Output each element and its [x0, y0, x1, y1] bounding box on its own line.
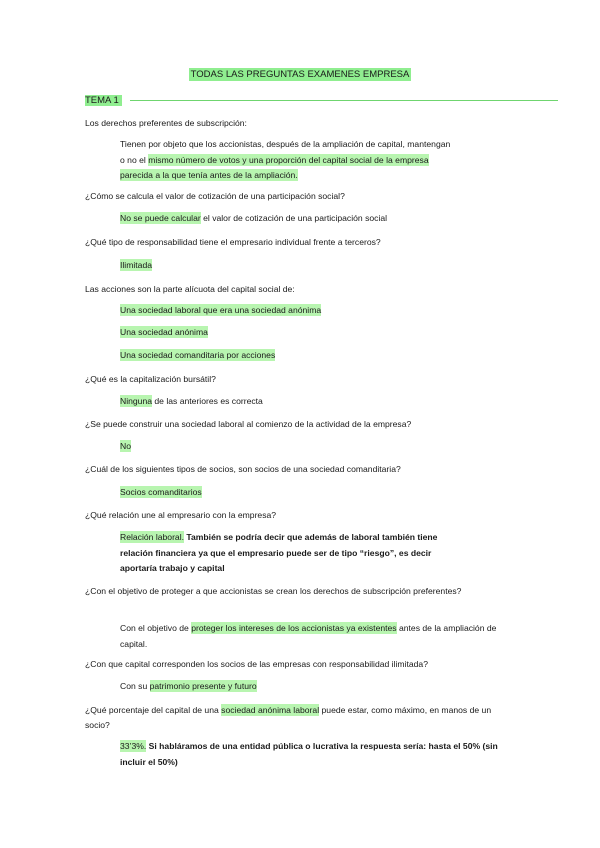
answer-4-option-2-text: Una sociedad anónima — [120, 327, 208, 337]
answer-9-pre: Con el objetivo de — [120, 623, 192, 633]
answer-5-highlight: Ninguna — [120, 396, 153, 406]
answer-9-post: antes de la ampliación de capital. — [120, 623, 497, 649]
question-3: ¿Qué tipo de responsabilidad tiene el empresario individual frente a terceros? — [85, 237, 381, 247]
question-7: ¿Cuál de los siguientes tipos de socios, son socios de una sociedad comanditaria? — [85, 464, 401, 474]
answer-1-line-1: Tienen por objeto que los accionistas, después de la ampliación de capital, mantengan — [120, 139, 451, 149]
answer-8 — [120, 530, 510, 577]
question-6: ¿Se puede construir una sociedad laboral al comienzo de la actividad de la empresa? — [85, 419, 412, 429]
answer-1-plain: o no el — [120, 154, 149, 165]
answer-8-highlight: Relación laboral. — [120, 532, 185, 542]
question-9: ¿Con el objetivo de proteger a que accionistas se crean los derechos de subscripción preferentes? — [85, 586, 462, 596]
section-rule — [130, 100, 558, 101]
answer-7 — [120, 485, 510, 501]
question-4: Las acciones son la parte alícuota del capital social de: — [85, 284, 295, 294]
question-1: Los derechos preferentes de subscripción: — [85, 118, 247, 128]
question-11-highlight: sociedad anónima laboral — [221, 705, 320, 715]
answer-3-highlight: Ilimitada — [120, 260, 152, 270]
answer-4-option-3 — [120, 348, 510, 364]
question-11 — [85, 703, 510, 733]
answer-11 — [120, 739, 510, 770]
answer-4-option-2 — [120, 325, 510, 341]
question-10: ¿Con que capital corresponden los socios de las empresas con responsabilidad ilimitada? — [85, 659, 428, 669]
answer-6-highlight: No — [120, 441, 131, 451]
answer-5 — [120, 394, 510, 410]
section-header — [85, 95, 558, 107]
document-title — [0, 69, 600, 80]
answer-7-highlight: Socios comanditarios — [120, 487, 202, 497]
answer-1-line-2 — [120, 153, 510, 169]
answer-2-rest: el valor de cotización de una participación social — [200, 213, 388, 223]
answer-4-option-3-text: Una sociedad comanditaria por acciones — [120, 350, 276, 360]
answer-10 — [120, 679, 510, 695]
answer-10-highlight: patrimonio presente y futuro — [149, 681, 257, 691]
answer-9 — [120, 621, 515, 652]
answer-1-highlight: mismo número de votos y una proporción del capital social de la empresa — [148, 154, 429, 165]
answer-6 — [120, 439, 510, 455]
question-11-pre: ¿Qué porcentaje del capital de una — [85, 705, 222, 715]
answer-3 — [120, 258, 510, 274]
answer-5-rest: de las anteriores es correcta — [152, 396, 263, 406]
question-11-post: puede estar, como máximo, en manos de un socio? — [85, 705, 492, 730]
answer-11-highlight: 33’3%. — [120, 741, 147, 751]
answer-4-option-1 — [120, 303, 510, 319]
question-2: ¿Cómo se calcula el valor de cotización de una participación social? — [85, 191, 345, 201]
answer-10-pre: Con su — [120, 681, 150, 691]
answer-1-highlight-2: parecida a la que tenía antes de la ampliación. — [120, 170, 298, 180]
section-title: TEMA 1 — [85, 95, 122, 106]
answer-8-line-1 — [120, 530, 510, 546]
answer-11-bold: Si habláramos de una entidad pública o lucrativa la respuesta sería: hasta el 50% (sin incluir el 50%) — [120, 741, 498, 767]
answer-2 — [120, 211, 510, 227]
answer-1 — [120, 137, 510, 184]
answer-2-highlight: No se puede calcular — [120, 213, 201, 223]
document-title-text: TODAS LAS PREGUNTAS EXAMENES EMPRESA — [190, 69, 410, 80]
answer-8-bold-1: También se podría decir que además de laboral también tiene — [184, 532, 438, 542]
answer-8-line-3: aportaría trabajo y capital — [120, 563, 225, 573]
question-8: ¿Qué relación une al empresario con la empresa? — [85, 510, 277, 520]
answer-8-line-2: relación financiera ya que el empresario puede ser de tipo “riesgo”, es decir — [120, 547, 432, 558]
answer-1-line-3 — [120, 168, 510, 184]
question-5: ¿Qué es la capitalización bursátil? — [85, 374, 216, 384]
answer-4-option-1-text: Una sociedad laboral que era una sociedad anónima — [120, 305, 322, 315]
answer-9-highlight: proteger los intereses de los accionistas ya existentes — [191, 623, 397, 633]
